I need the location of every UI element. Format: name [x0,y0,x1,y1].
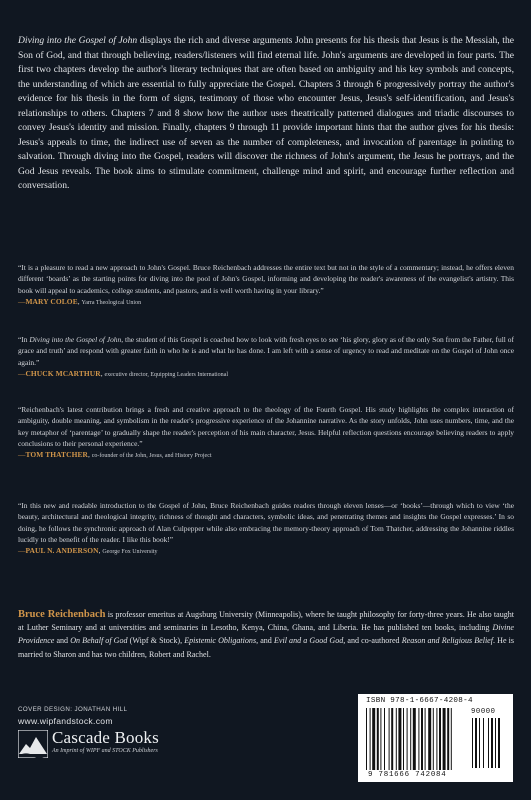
reviewer-affiliation: Yarra Theological Union [81,299,142,306]
book-title: Diving into the Gospel of John [18,35,138,46]
review-text: “Reichenbach's latest contribution brings a fresh and creative approach to the theology of the Fourth Gospel. His study highlights the complex interaction of ambiguity, double meaning, and symbolism in the reader's progressive experience of the Johannine narrative. As the story unfolds, John uses numbers, time, and the key metaphor of ‘parentage’ to gradually shape the reader's perception of his main character, Jesus. Helpful reflection questions encourage believing readers to apply conclusions to their personal experience.” [18,405,514,448]
publisher-name: Cascade Books [52,728,159,747]
reviewer-name: CHUCK MCARTHUR [25,368,101,378]
book-description [18,34,514,194]
description-text: displays the rich and diverse arguments John presents for his thesis that Jesus is the Messiah, the Son of God, and that through believing, readers/listeners will find eternal life. John's arguments are developed in four parts. The first two chapters develop the author's literary techniques that are often based on ambiguity and his key symbols and concepts, the understanding of which are essential to fully appreciate the Gospel. Chapters 3 through 6 progressively portray the author's evidence for his thesis in the form of signs, testimony of those who encounter Jesus, Jesus's self-identification, and Jesus's relationships to others. Chapters 7 and 8 show how the author uses theatrically patterned dialogues and triadic discourses to convey Jesus's identity and mission. Finally, chapters 9 through 11 provide important hints that the author gives for his thesis: Jesus's appeals to time, the indirect use of seven as the number of completeness, and invocation of parentage in pointing to salvation. Through diving into the Gospel, readers will discover the richness of John's argument, the Jesus he portrays, and the God Jesus reveals. The book aims to stimulate commitment, challenge mind and spirit, and encourage further reflection and conversation. [18,35,514,191]
publisher-logo [18,728,188,762]
publisher-tagline: An Imprint of WIPF and STOCK Publishers [52,748,158,754]
bio-book-title: Epistemic Obligations [184,636,257,646]
barcode-icon [366,708,468,770]
bio-book-title: Divine Providence [18,623,514,646]
review-text: , the student of this Gospel is coached how to look with fresh eyes to see ‘his glory, glory as of the only Son from the Father, full of grace and truth’ and respond with greater faith in who he is and what he has done. I am left with a sense of urgency to read and meditate on the Gospel of John once again.” [18,335,514,367]
review-attribution: —CHUCK MCARTHUR, executive director, Equipping Leaders International [18,368,229,378]
review-attribution: —PAUL N. ANDERSON, George Fox University [18,546,158,556]
bio-text: , and [256,636,274,646]
review-2 [18,334,514,381]
reviewer-affiliation: executive director, Equipping Leaders International [104,371,229,378]
review-attribution: —MARY COLOE, Yarra Theological Union [18,296,142,306]
bio-text: . He is married to Sharon and has two children, Robert and Rachel. [18,636,515,659]
isbn-digits: 9 781666 742084 [368,771,447,779]
bio-text: (Wipf & Stock), [127,636,185,646]
bio-book-title: Reason and Religious Belief [401,636,493,646]
author-name: Bruce Reichenbach [18,609,106,620]
price-barcode-icon [472,718,506,768]
publisher-url: www.wipfandstock.com [18,716,113,726]
review-3 [18,404,514,462]
cover-design-credit: COVER DESIGN: JONATHAN HILL [18,706,128,713]
price-code: 90000 [471,708,496,716]
review-4 [18,500,514,558]
reviewer-affiliation: George Fox University [102,549,158,556]
review-book-title: Diving into the Gospel of John [29,335,122,344]
review-attribution: —TOM THATCHER, co-founder of the John, Jesus, and History Project [18,450,212,460]
reviewer-name: TOM THATCHER [25,450,89,460]
bio-text: and [54,636,71,646]
review-pre: “In [18,335,30,344]
review-text: “In this new and readable introduction to the Gospel of John, Bruce Reichenbach guides readers through eleven lenses—or ‘books’—through which to view ‘the beauty, architectural and theological integrity, richness of thought and characters, symbolic ideas, and penetrating themes and insights the Gospel expresses.’ In so doing, he follows the synchronic approach of Alan Culpepper while also embracing the memory-theory approach of Tom Thatcher, addressing the Johannine riddles lucidly to the benefit of the reader. I like this book!” [18,501,514,544]
isbn-number: ISBN 978-1-6667-4208-4 [366,697,473,705]
isbn-barcode [358,694,513,782]
review-text: “It is a pleasure to read a new approach to John's Gospel. Bruce Reichenbach addresses the entire text but not in the style of a commentary; instead, he offers eleven different ‘boards’ as the starting points for diving into the pool of John's Gospel, informing and developing the reader's awareness of the evangelist's artistry. This book will appeal to academics, college students, and pastors, and is well worth having in your library.” [18,263,514,295]
reviewer-affiliation: co-founder of the John, Jesus, and History Project [91,453,212,460]
review-1 [18,262,514,309]
reviewer-name: MARY COLOE [25,296,78,306]
bio-book-title: Evil and a Good God [273,636,344,646]
reviewer-name: PAUL N. ANDERSON [25,546,99,556]
mountain-logo-icon [18,730,48,758]
bio-book-title: On Behalf of God [70,636,128,646]
bio-text: , and co-authored [343,636,402,646]
bio-text: is professor emeritus at Augsburg University (Minneapolis), where he taught philosophy for forty-three years. He also taught at Luther Seminary and at universities and seminaries in Lesotho, Kenya, China, Ghana, and Liberia. He has published ten books, including [18,610,514,633]
author-bio [18,608,514,661]
